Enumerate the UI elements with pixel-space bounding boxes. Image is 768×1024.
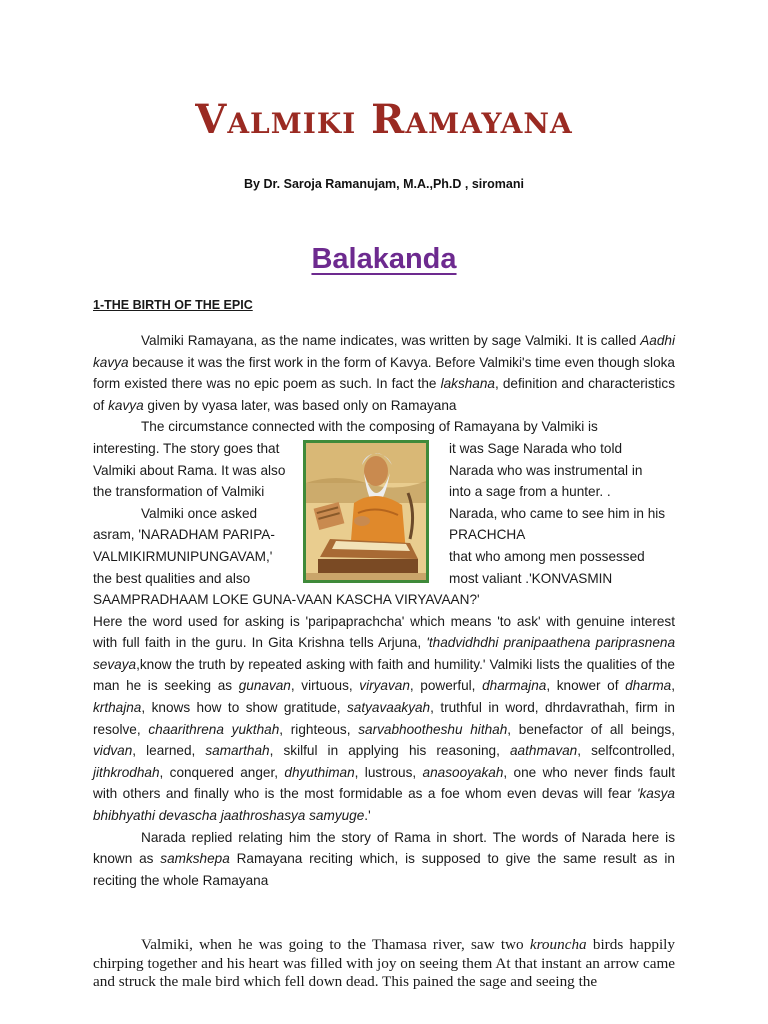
chapter-heading: 1-THE BIRTH OF THE EPIC [93, 298, 253, 312]
document-title: Valmiki Ramayana [195, 96, 573, 143]
paragraph-circumstance-first-line: The circumstance connected with the composing of Ramayana by Valmiki is [141, 419, 598, 435]
paragraph-narada-reply: Narada replied relating him the story of Rama in short. The words of Narada here is known as samkshepa Ramayana reciting which, is supposed to give the same result as in reciting the whole Ramayana [93, 829, 675, 888]
valmiki-illustration [303, 440, 429, 583]
text-wrap-right: it was Sage Narada who told Narada who was instrumental in into a sage from a hunter. . Narada, who came to see him in his PRACHCHA that who among men possessed most valiant .'KONVASMIN [449, 441, 666, 586]
paragraph-krouncha: Valmiki, when he was going to the Thamasa river, saw two krouncha birds happily chirping together and his heart was filled with joy on seeing them At that instant an arrow came and struck the male bird which fell down dead. This pained the sage and seeing the [93, 936, 675, 990]
section-title: Balakanda [311, 243, 457, 275]
paragraph-intro: Valmiki Ramayana, as the name indicates, was written by sage Valmiki. It is called Aadhi kavya because it was the first work in the form of Kavya. Before Valmiki's time even though sloka form existed there was no epic poem as such. In fact the lakshana, definition and characteristics of kavya given by vyasa later, was based only on Ramayana The circumstance connected with the composing of Ramayana by Valmiki is [93, 330, 675, 438]
paragraph-qualities: SAAMPRADHAAM LOKE GUNA-VAAN KASCHA VIRYAVAAN?' Here the word used for asking is 'paripaprachcha' which means 'to ask' with genuine interest with full faith in the guru. In Gita Krishna tells Arjuna, 'thadvidhdhi pranipaathena pariprasnena sevaya,know the truth by repeated asking with faith and humility.' Valmiki lists the qualities of the man he is seeking as gunavan, virtuous, viryavan, powerful, dharmajna, knower of dharma, krthajna, knows how to show gratitude, satyavaakyah, truthful in word, dhrdavrathah, firm in resolve, chaarithrena yukthah, righteous, sarvabhootheshu hithah, benefactor of all beings, vidvan, learned, samarthah, skilful in applying his reasoning, aathmavan, selfcontrolled, jithkrodhah, conquered anger, dhyuthiman, lustrous, anasooyakah, one who never finds fault with others and finally who is the most formidable as a foe whom even devas will fear 'kasya bhibhyathi devascha jaathroshasya samyuge.' Narada replied relating him the story of Rama in short. The words of Narada here is known as samkshepa Ramayana reciting which, is supposed to give the same result as in reciting the whole Ramayana [93, 589, 675, 891]
author-byline: By Dr. Saroja Ramanujam, M.A.,Ph.D , siromani [244, 177, 524, 191]
text-wrap-left: interesting. The story goes that Valmiki about Rama. It was also the transformation of Valmiki Valmiki once asked asram, 'NARADHAM PARIPA- VALMIKIRMUNIPUNGAVAM,' the best qualities and also [93, 441, 286, 586]
